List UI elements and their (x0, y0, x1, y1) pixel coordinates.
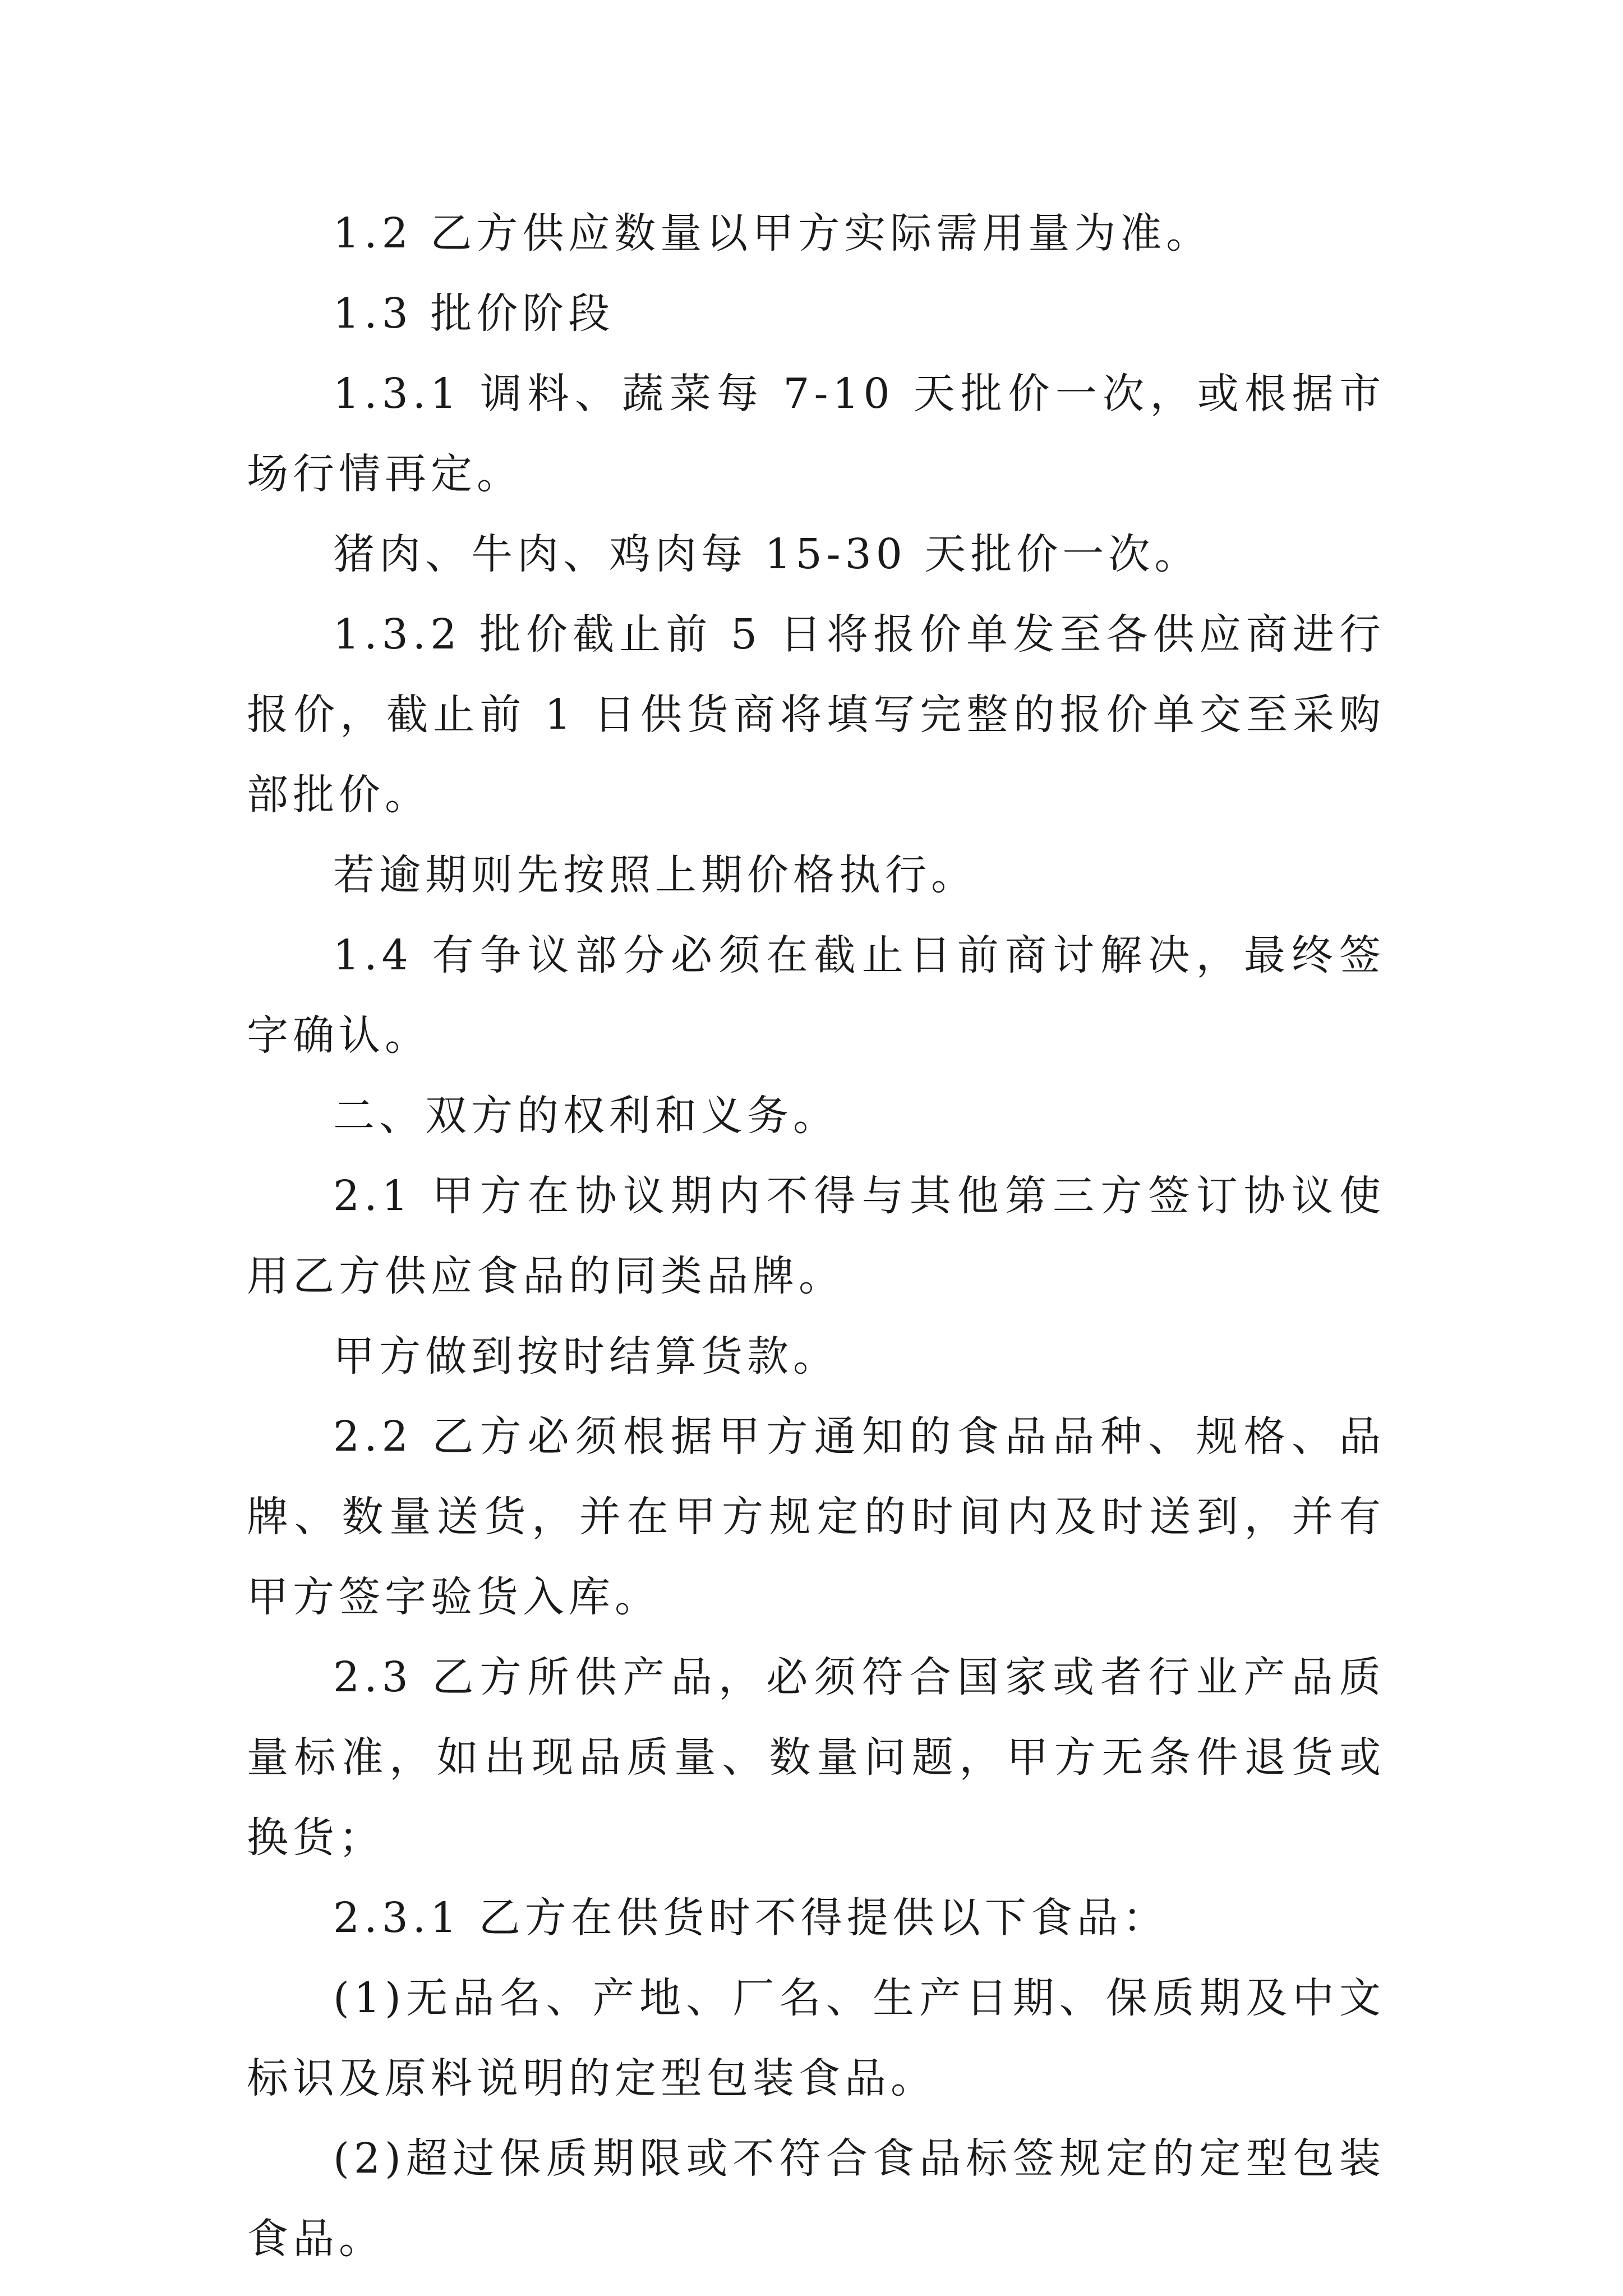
paragraph-2-1-party-a-exclusivity: 2.1 甲方在协议期内不得与其他第三方签订协议使用乙方供应食品的同类品牌。 (247, 1172, 1385, 1300)
paragraph-2-3-1-prohibited-foods: 2.3.1 乙方在供货时不得提供以下食品： (333, 1894, 1169, 1942)
paragraph-party-a-payment: 甲方做到按时结算货款。 (333, 1332, 839, 1381)
paragraph-1-3-pricing-stage: 1.3 批价阶段 (333, 289, 615, 338)
list-item-1-unlabeled-food: (1)无品名、产地、厂名、生产日期、保质期及中文标识及原料说明的定型包装食品。 (247, 1974, 1385, 2102)
document-body (247, 194, 1385, 2279)
paragraph-1-3-1-seasoning-vegetables: 1.3.1 调料、蔬菜每 7-10 天批价一次，或根据市场行情再定。 (247, 370, 1385, 498)
paragraph-overdue-rule: 若逾期则先按照上期价格执行。 (333, 851, 977, 899)
paragraph-1-2-supply-quantity: 1.2 乙方供应数量以甲方实际需用量为准。 (333, 209, 1212, 257)
paragraph-1-4-dispute: 1.4 有争议部分必须在截止日前商讨解决，最终签字确认。 (247, 931, 1385, 1060)
paragraph-1-3-2-quotation-deadline: 1.3.2 批价截止前 5 日将报价单发至各供应商进行报价，截止前 1 日供货商将填写完整的报价单交至采购部批价。 (247, 610, 1385, 819)
paragraph-2-2-delivery: 2.2 乙方必须根据甲方通知的食品品种、规格、品牌、数量送货，并在甲方规定的时间内及时送到，并有甲方签字验货入库。 (247, 1412, 1385, 1621)
list-item-2-expired-food: (2)超过保质期限或不符合食品标签规定的定型包装食品。 (247, 2134, 1385, 2263)
section-heading-rights-obligations: 二、双方的权利和义务。 (333, 1092, 839, 1140)
paragraph-meat-pricing: 猪肉、牛肉、鸡肉每 15-30 天批价一次。 (333, 530, 1201, 578)
paragraph-2-3-quality-standard: 2.3 乙方所供产品，必须符合国家或者行业产品质量标准，如出现品质量、数量问题，甲方无条件退货或换货； (247, 1653, 1385, 1862)
